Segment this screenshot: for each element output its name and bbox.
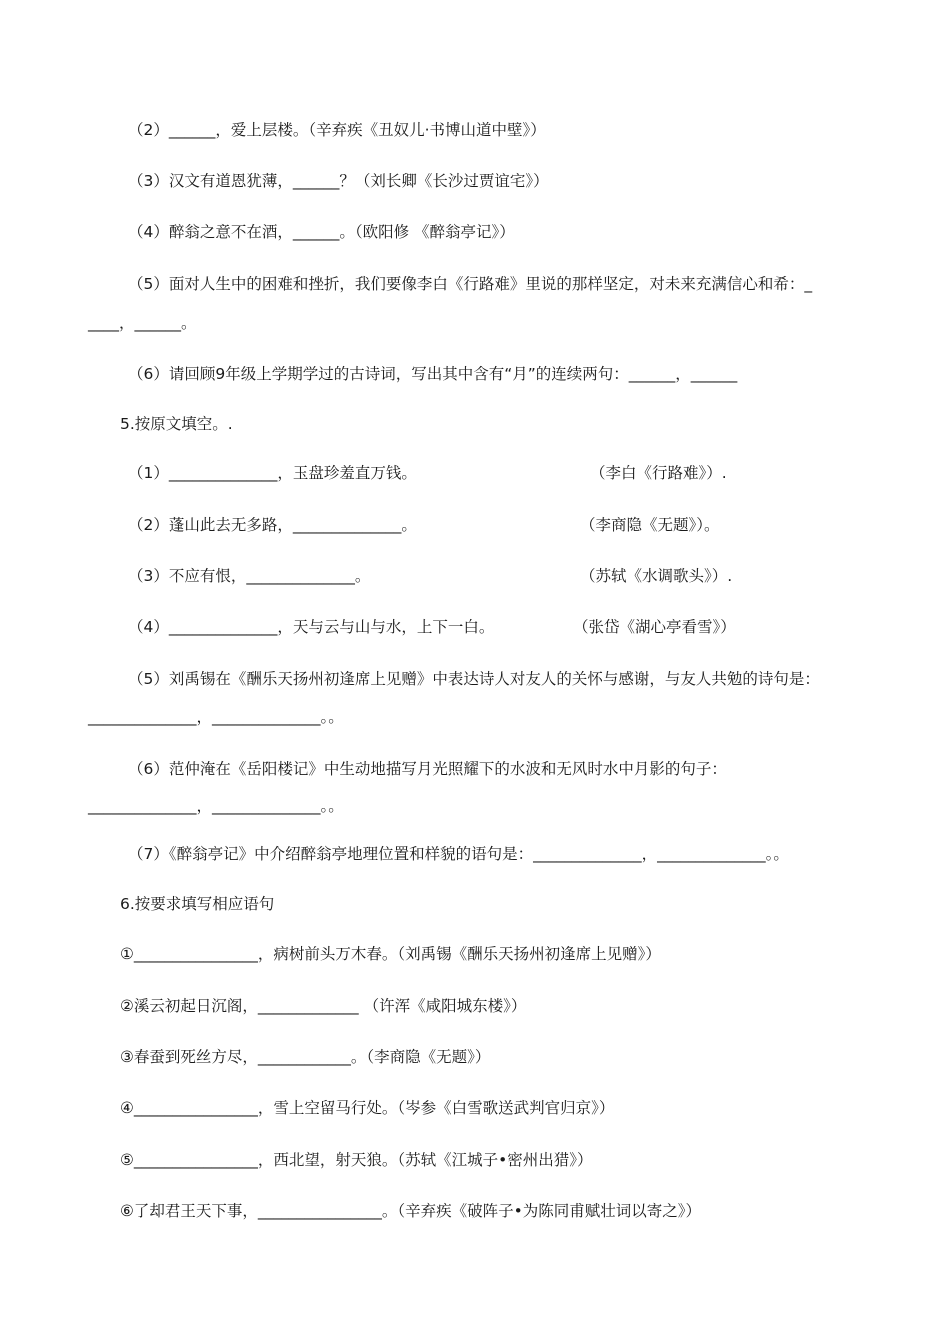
q4-item-4 — [0, 219, 950, 245]
q4-item-2 — [0, 117, 950, 143]
q5-item-4-text: （4）______________，天与云与山与水，上下一白。 — [128, 618, 495, 636]
q5-item-3-text: （3）不应有恨，______________。 — [128, 567, 371, 585]
q6-item-4-text: ④________________，雪上空留马行处。（岑参《白雪歌送武判官归京》） — [120, 1099, 615, 1117]
q4-item-5-blanks: ____，______。 — [88, 314, 197, 332]
q5-item-5-line-1 — [0, 666, 950, 692]
q5-item-2-source: （李商隐《无题》）。 — [580, 516, 720, 534]
q6-item-5-text: ⑤________________，西北望，射天狼。（苏轼《江城子•密州出猎》） — [120, 1151, 593, 1169]
q5-item-1-text: （1）______________，玉盘珍羞直万钱。 — [128, 464, 417, 482]
q6-item-5 — [0, 1147, 950, 1173]
q5-item-5-blanks: ______________，______________。。 — [88, 708, 344, 726]
q5-item-1 — [0, 460, 950, 486]
q5-item-7-text: （7）《醉翁亭记》中介绍醉翁亭地理位置和样貌的语句是：______________，______________。。 — [128, 845, 789, 863]
q6-item-3 — [0, 1044, 950, 1070]
q5-heading — [0, 411, 950, 437]
q5-item-6-blanks: ______________，______________。。 — [88, 797, 344, 815]
q5-item-5-line-2 — [0, 704, 950, 730]
q6-item-1 — [0, 941, 950, 967]
q4-item-5-line-2 — [0, 310, 950, 336]
q6-heading — [0, 891, 950, 917]
q4-item-6-text: （6）请回顾9年级上学期学过的古诗词，写出其中含有“月”的连续两句：______，______ — [128, 365, 738, 383]
q6-item-2-text: ②溪云初起日沉阁，_____________ （许浑《咸阳城东楼》） — [120, 997, 527, 1015]
q6-item-4 — [0, 1095, 950, 1121]
q4-item-5-line-1 — [0, 271, 950, 297]
q5-heading-text: 5.按原文填空。. — [120, 415, 233, 433]
q6-item-6-text: ⑥了却君王天下事，________________。（辛弃疾《破阵子•为陈同甫赋壮词以寄之》） — [120, 1202, 702, 1220]
q5-item-3-source: （苏轼《水调歌头》）. — [580, 567, 733, 585]
q4-item-4-text: （4）醉翁之意不在酒，______。（欧阳修 《醉翁亭记》） — [128, 223, 515, 241]
q6-item-2 — [0, 993, 950, 1019]
q4-item-3-text: （3）汉文有道恩犹薄，______？（刘长卿《长沙过贾谊宅》） — [128, 172, 549, 190]
q5-item-4-source: （张岱《湖心亭看雪》） — [573, 618, 736, 636]
q4-item-3 — [0, 168, 950, 194]
q6-item-1-text: ①________________，病树前头万木春。（刘禹锡《酬乐天扬州初逢席上见赠》） — [120, 945, 661, 963]
q5-item-1-source: （李白《行路难》）. — [590, 464, 727, 482]
q6-item-6 — [0, 1198, 950, 1224]
q5-item-6-line-2 — [0, 793, 950, 819]
q5-item-3 — [0, 563, 950, 589]
q5-item-6-text: （6）范仲淹在《岳阳楼记》中生动地描写月光照耀下的水波和无风时水中月影的句子： — [128, 760, 727, 778]
q5-item-2 — [0, 512, 950, 538]
q5-item-6-line-1 — [0, 756, 950, 782]
q4-item-6 — [0, 361, 950, 387]
q4-item-2-text: （2）______，爱上层楼。（辛弃疾《丑奴儿·书博山道中壁》） — [128, 121, 546, 139]
q5-item-4 — [0, 614, 950, 640]
q6-item-3-text: ③春蚕到死丝方尽，____________。（李商隐《无题》） — [120, 1048, 491, 1066]
q5-item-7 — [0, 841, 950, 867]
q6-heading-text: 6.按要求填写相应语句 — [120, 895, 275, 913]
q5-item-2-text: （2）蓬山此去无多路，______________。 — [128, 516, 417, 534]
q5-item-5-text: （5）刘禹锡在《酬乐天扬州初逢席上见赠》中表达诗人对友人的关怀与感谢，与友人共勉的诗句是： — [128, 670, 820, 688]
q4-item-5-text: （5）面对人生中的困难和挫折，我们要像李白《行路难》里说的那样坚定，对未来充满信心和希：_ — [128, 275, 813, 293]
